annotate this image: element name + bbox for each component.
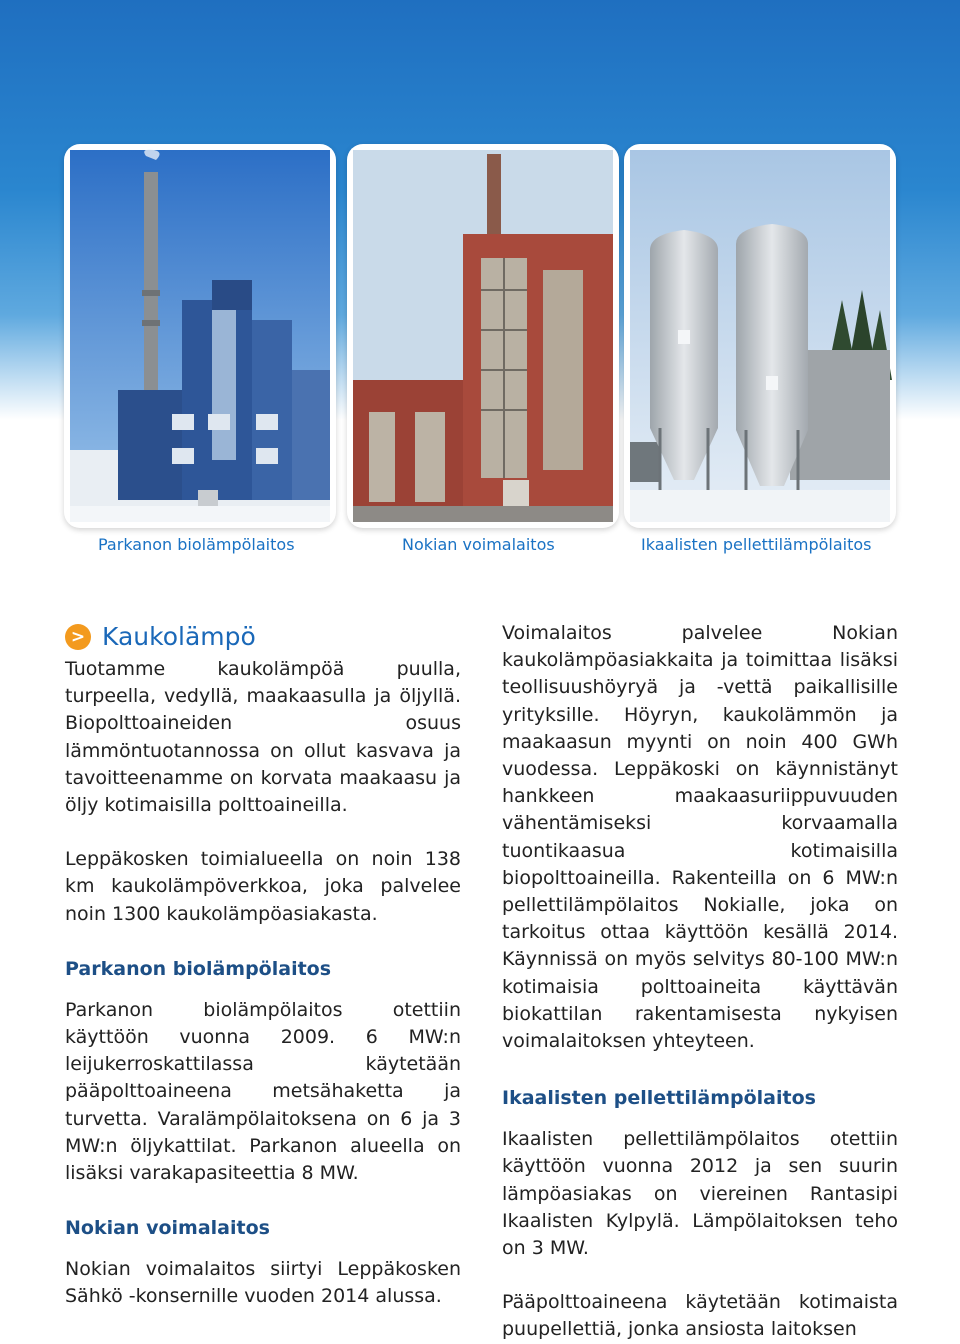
photo-nokia-plant <box>347 144 619 528</box>
ikaalinen-paragraph: Ikaalisten pellettilämpölaitos otettiin käyttöön vuonna 2012 ja sen suurin lämpöasiakas on viereinen Rantasipi Ikaalisten Kylpylä. Lämpölaitoksen teho on 3 MW. <box>502 1128 898 1260</box>
caption-parkano: Parkanon biolämpölaitos <box>98 535 295 554</box>
ikaalinen-heading: Ikaalisten pellettilämpölaitos <box>502 1087 816 1110</box>
nokia-paragraph-right: Voimalaitos palvelee Nokian kaukolämpöasiakkaita ja toimittaa lisäksi teollisuushöyryä ja -vettä paikallisille yrityksille. Höyryn, kaukolämmön ja maakaasun myynti on noin 400 GWh vuodessa. Leppäkoski on käynnistänyt hankkeen maakaasuriippuvuuden vähentämiseksi korvaamalla tuontikaasua kotimaisilla biopolttoaineilla. Rakenteilla on 6 MW:n pellettilämpölaitos Nokialle, joka on tarkoitus ottaa käyttöön kesällä 2014. Käynnissä on myös selvitys 80-100 MW:n kotimaisia polttoaineita käyttävän biokattilan rakentamisesta nykyisen voimalaitoksen yhteyteen. <box>502 622 898 1053</box>
network-paragraph: Leppäkosken toimialueella on noin 138 km kaukolämpöverkkoa, joka palvelee noin 1300 kaukolämpöasiakasta. <box>65 848 461 925</box>
nokia-paragraph-left: Nokian voimalaitos siirtyi Leppäkosken Sähkö -konsernille vuoden 2014 alussa. <box>65 1258 461 1308</box>
parkano-paragraph: Parkanon biolämpölaitos otettiin käyttöön vuonna 2009. 6 MW:n leijukerroskattilassa käytetään pääpolttoaineena metsähaketta ja turvetta. Varalämpölaitoksena on 6 ja 3 MW:n öljykattilat. Parkanon alueella on lisäksi varakapasiteettia 8 MW. <box>65 998 461 1185</box>
ikaalinen-fuel-paragraph: Pääpolttoaineena käytetään kotimaista puupellettiä, jonka ansiosta laitoksen <box>502 1291 898 1341</box>
caption-ikaalinen: Ikaalisten pellettilämpölaitos <box>641 535 872 554</box>
ikaalinen-plant-image <box>630 150 890 522</box>
intro-paragraph: Tuotamme kaukolämpöä puulla, turpeella, vedyllä, maakaasulla ja öljyllä. Biopolttoaineiden osuus lämmöntuotannossa on ollut kasvava ja tavoitteenamme on korvata maakaasu ja öljy kotimaisilla polttoaineilla. <box>65 658 461 817</box>
nokia-heading: Nokian voimalaitos <box>65 1217 270 1240</box>
parkano-plant-image <box>70 150 330 522</box>
photo-parkano-plant <box>64 144 336 528</box>
nokia-plant-image <box>353 150 613 522</box>
chevron-right-icon: > <box>65 624 91 650</box>
section-heading <box>65 620 461 654</box>
photo-ikaalinen-plant <box>624 144 896 528</box>
left-column <box>65 620 461 1311</box>
caption-nokia: Nokian voimalaitos <box>402 535 555 554</box>
parkano-heading: Parkanon biolämpölaitos <box>65 957 332 980</box>
right-column <box>502 620 898 1344</box>
section-title: Kaukolämpö <box>102 622 256 652</box>
